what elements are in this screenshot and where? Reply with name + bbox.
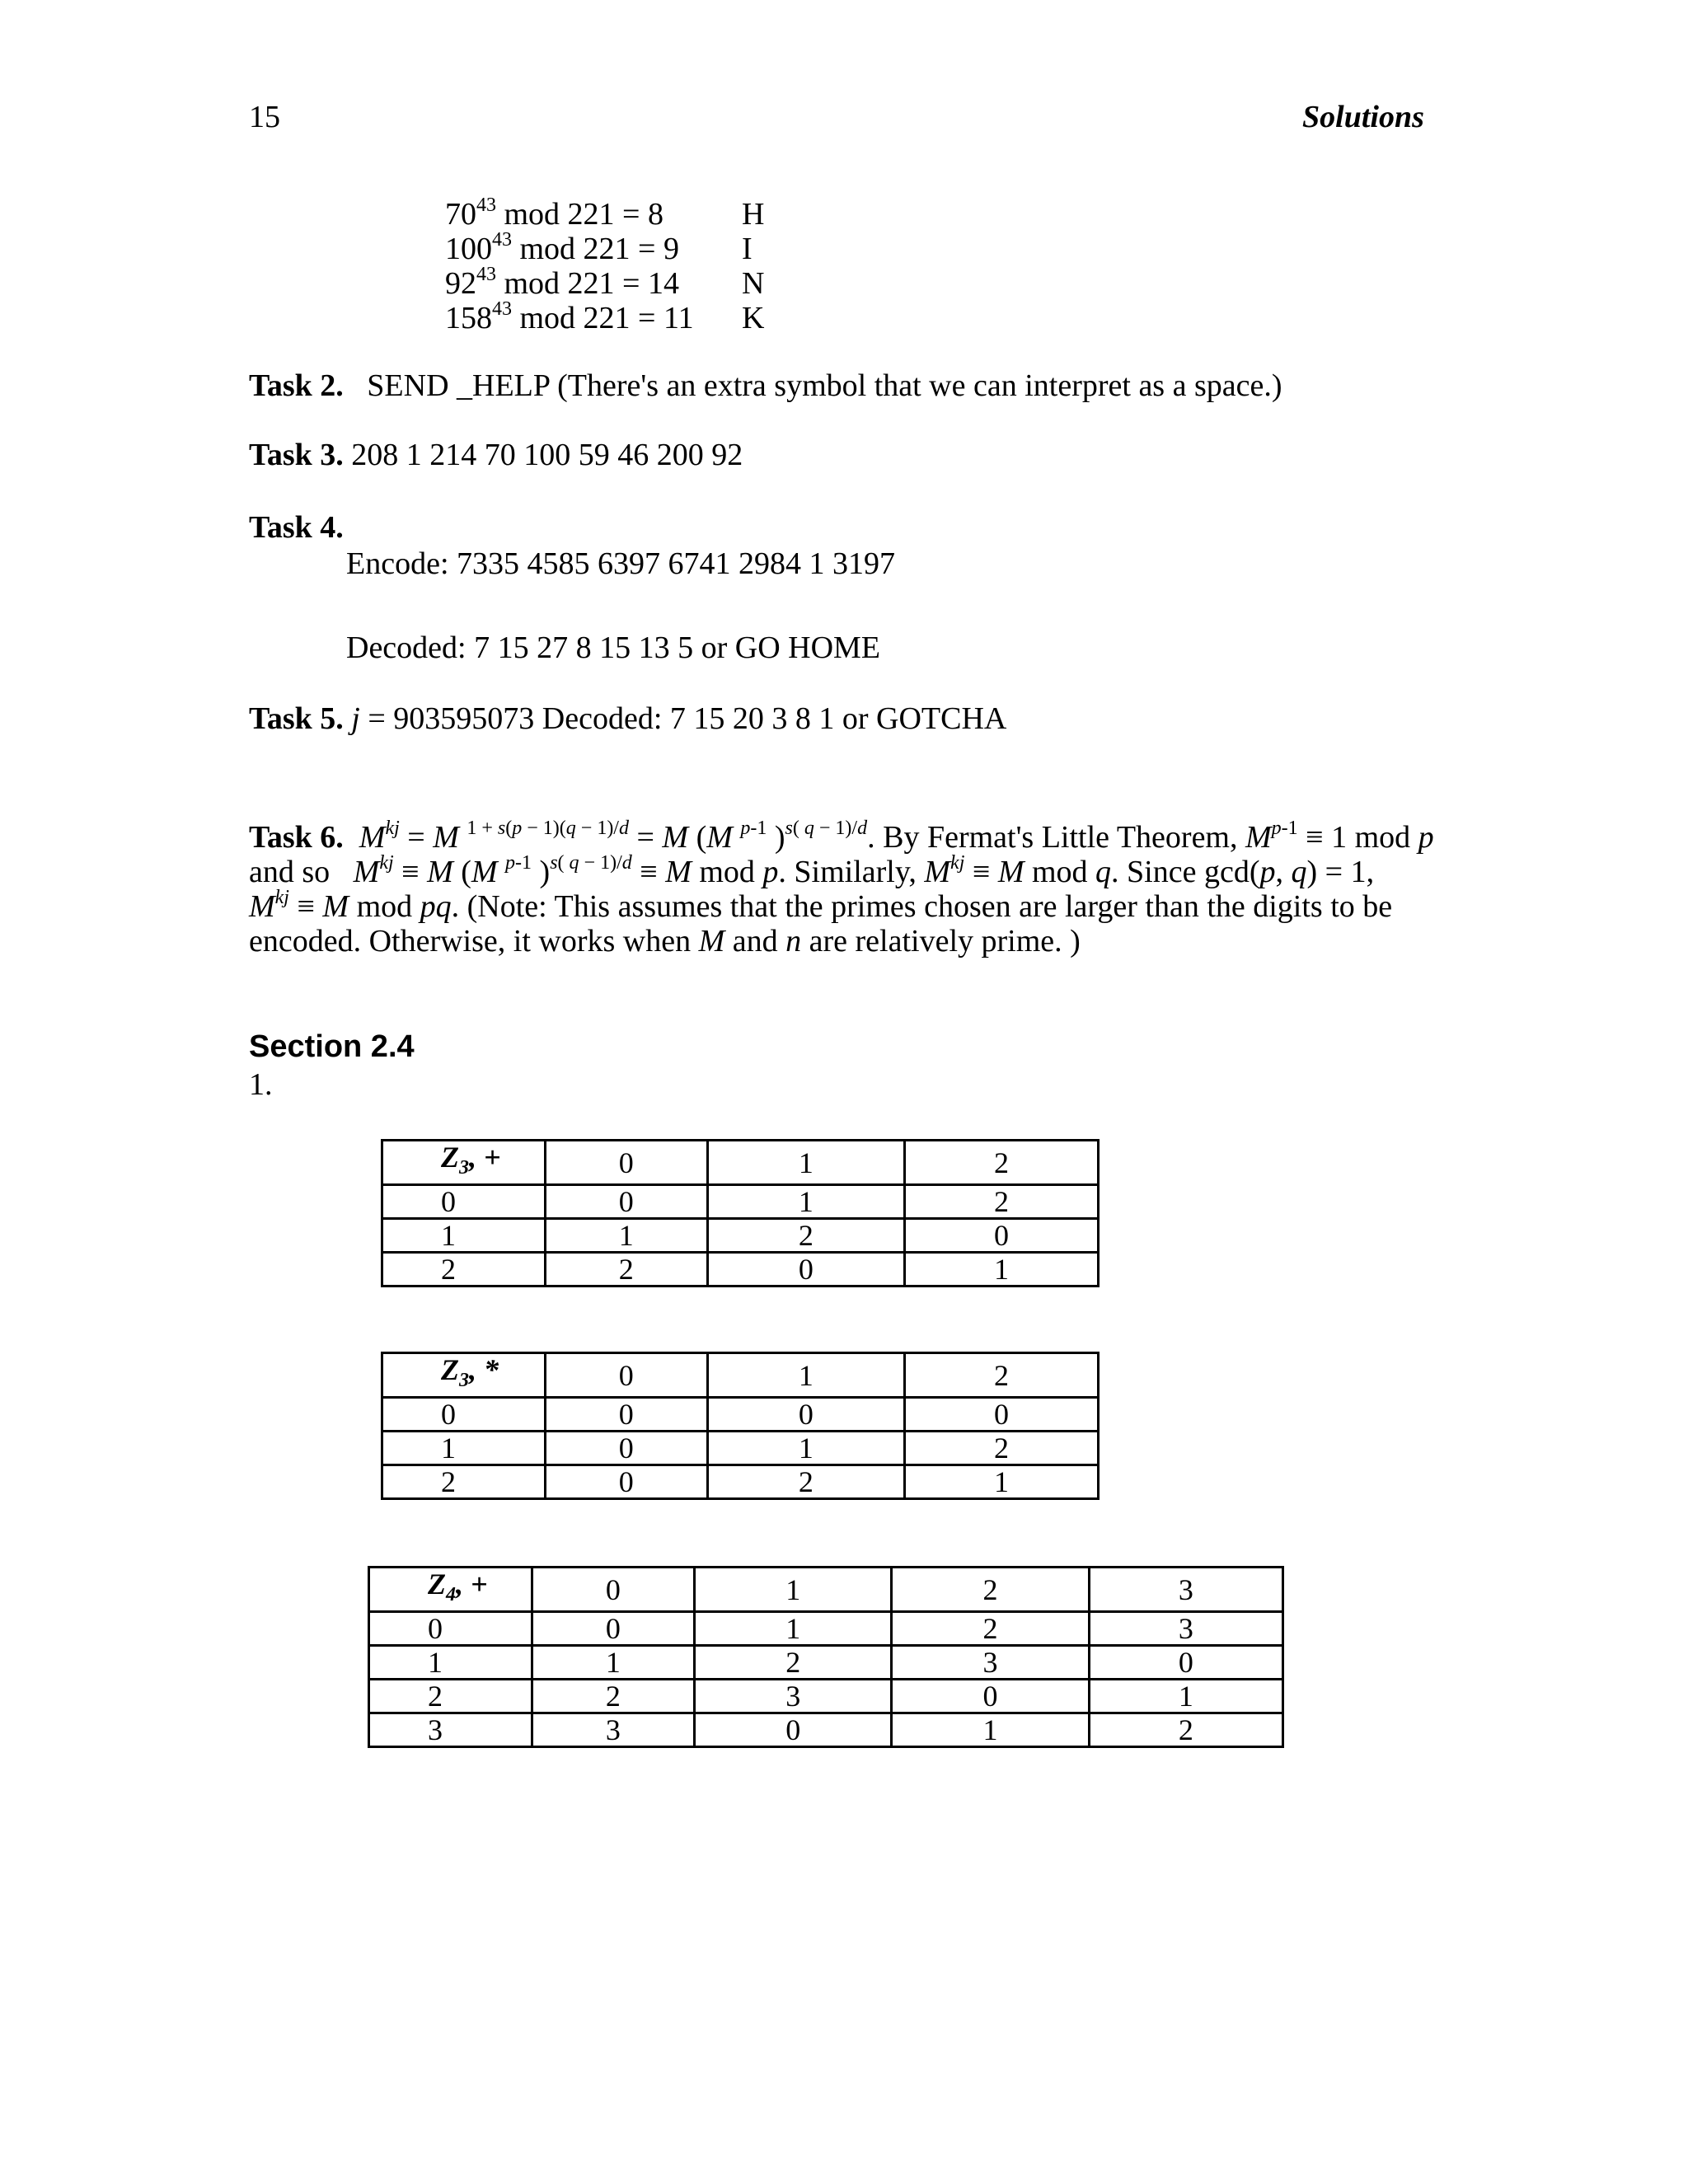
task-4-label: Task 4. bbox=[249, 510, 344, 545]
table-header-row bbox=[369, 1568, 1283, 1612]
encoding-row: $158^{43}$ mod 221 = 11 K bbox=[445, 298, 765, 335]
table-row: 2 2 3 0 1 bbox=[369, 1680, 1283, 1713]
z3-addition-table bbox=[381, 1139, 1100, 1287]
table-header-cell: 3 bbox=[1089, 1568, 1282, 1612]
table-header-cell: 2 bbox=[904, 1353, 1098, 1398]
table-row: 3 3 0 1 2 bbox=[369, 1713, 1283, 1747]
table-header-cell: 0 bbox=[545, 1141, 707, 1185]
table-row: 2 2 0 1 bbox=[382, 1253, 1099, 1286]
table-header-cell: 0 bbox=[532, 1568, 694, 1612]
task-6-line-4: encoded. Otherwise, it works when M and n are relatively prime. ) bbox=[249, 924, 1081, 958]
table-corner-cell: $Z_3$, * bbox=[382, 1353, 546, 1398]
encoding-row: $70^{43}$ mod 221 = 8 H bbox=[445, 194, 765, 232]
table-row: 0 0 1 2 3 bbox=[369, 1612, 1283, 1646]
table-header-cell: 1 bbox=[695, 1568, 892, 1612]
task-6-label: Task 6. bbox=[249, 820, 344, 855]
table-header-cell: 1 bbox=[707, 1353, 904, 1398]
encoding-row: $92^{43}$ mod 221 = 14 N bbox=[445, 264, 765, 301]
task-5: Task 5. j = 903595073 Decoded: 7 15 20 3 8 1 or GOTCHA bbox=[249, 701, 1007, 736]
task-4-decoded: Decoded: 7 15 27 8 15 13 5 or GO HOME bbox=[346, 630, 881, 665]
table-header-row bbox=[382, 1141, 1099, 1185]
encoding-row: $100^{43}$ mod 221 = 9 I bbox=[445, 229, 753, 266]
task-2-label: Task 2. bbox=[249, 368, 344, 403]
task-6-line-2: and so $M^{kj} \equiv M$ (M $^{p-1}$ )$^{s( q - 1)/d}$ ≡ M mod p. Similarly, $M^{kj} \equiv M$ mod q. Since gcd(p, q) = 1, bbox=[249, 852, 1375, 889]
task-4-encode: Encode: 7335 4585 6397 6741 2984 1 3197 bbox=[346, 546, 896, 581]
task-6-line-1: Task 6. $M^{kj} = M$ $^{1 + s(p - 1)(q - 1)/d}$ = M (M $^{p-1}$ )$^{s( q - 1)/d}$. By Fermat's Little Theorem, $M^{p-1} \equiv 1$ mod p bbox=[249, 818, 1434, 855]
task-3-label: Task 3. bbox=[249, 438, 344, 472]
table-row: 1 1 2 0 bbox=[382, 1219, 1099, 1253]
task-3: Task 3. 208 1 214 70 100 59 46 200 92 bbox=[249, 438, 743, 472]
task-5-label: Task 5. bbox=[249, 701, 344, 736]
task-2: Task 2. SEND _HELP (There's an extra symbol that we can interpret as a space.) bbox=[249, 368, 1282, 403]
table-header-cell: 0 bbox=[545, 1353, 707, 1398]
table-row: 2 0 2 1 bbox=[382, 1465, 1099, 1499]
page-number: 15 bbox=[249, 100, 280, 134]
item-number: 1. bbox=[249, 1067, 273, 1102]
table-corner-cell: $Z_3$, + bbox=[382, 1141, 546, 1185]
table-header-row bbox=[382, 1353, 1099, 1398]
table-row: 0 0 0 0 bbox=[382, 1398, 1099, 1432]
table-row: 1 1 2 3 0 bbox=[369, 1646, 1283, 1680]
z3-multiplication-table bbox=[381, 1352, 1100, 1500]
table-header-cell: 1 bbox=[707, 1141, 904, 1185]
table-header-cell: 2 bbox=[904, 1141, 1098, 1185]
section-heading: Section 2.4 bbox=[249, 1029, 415, 1064]
table-corner-cell: $Z_4$, + bbox=[369, 1568, 532, 1612]
table-row: 1 0 1 2 bbox=[382, 1432, 1099, 1465]
table-header-cell: 2 bbox=[892, 1568, 1089, 1612]
task-6-line-3: $M^{kj} \equiv M$ mod pq. (Note: This assumes that the primes chosen are larger than the digits to be bbox=[249, 887, 1393, 924]
z4-addition-table bbox=[368, 1566, 1284, 1748]
running-header: Solutions bbox=[1302, 100, 1424, 134]
table-row: 0 0 1 2 bbox=[382, 1185, 1099, 1219]
